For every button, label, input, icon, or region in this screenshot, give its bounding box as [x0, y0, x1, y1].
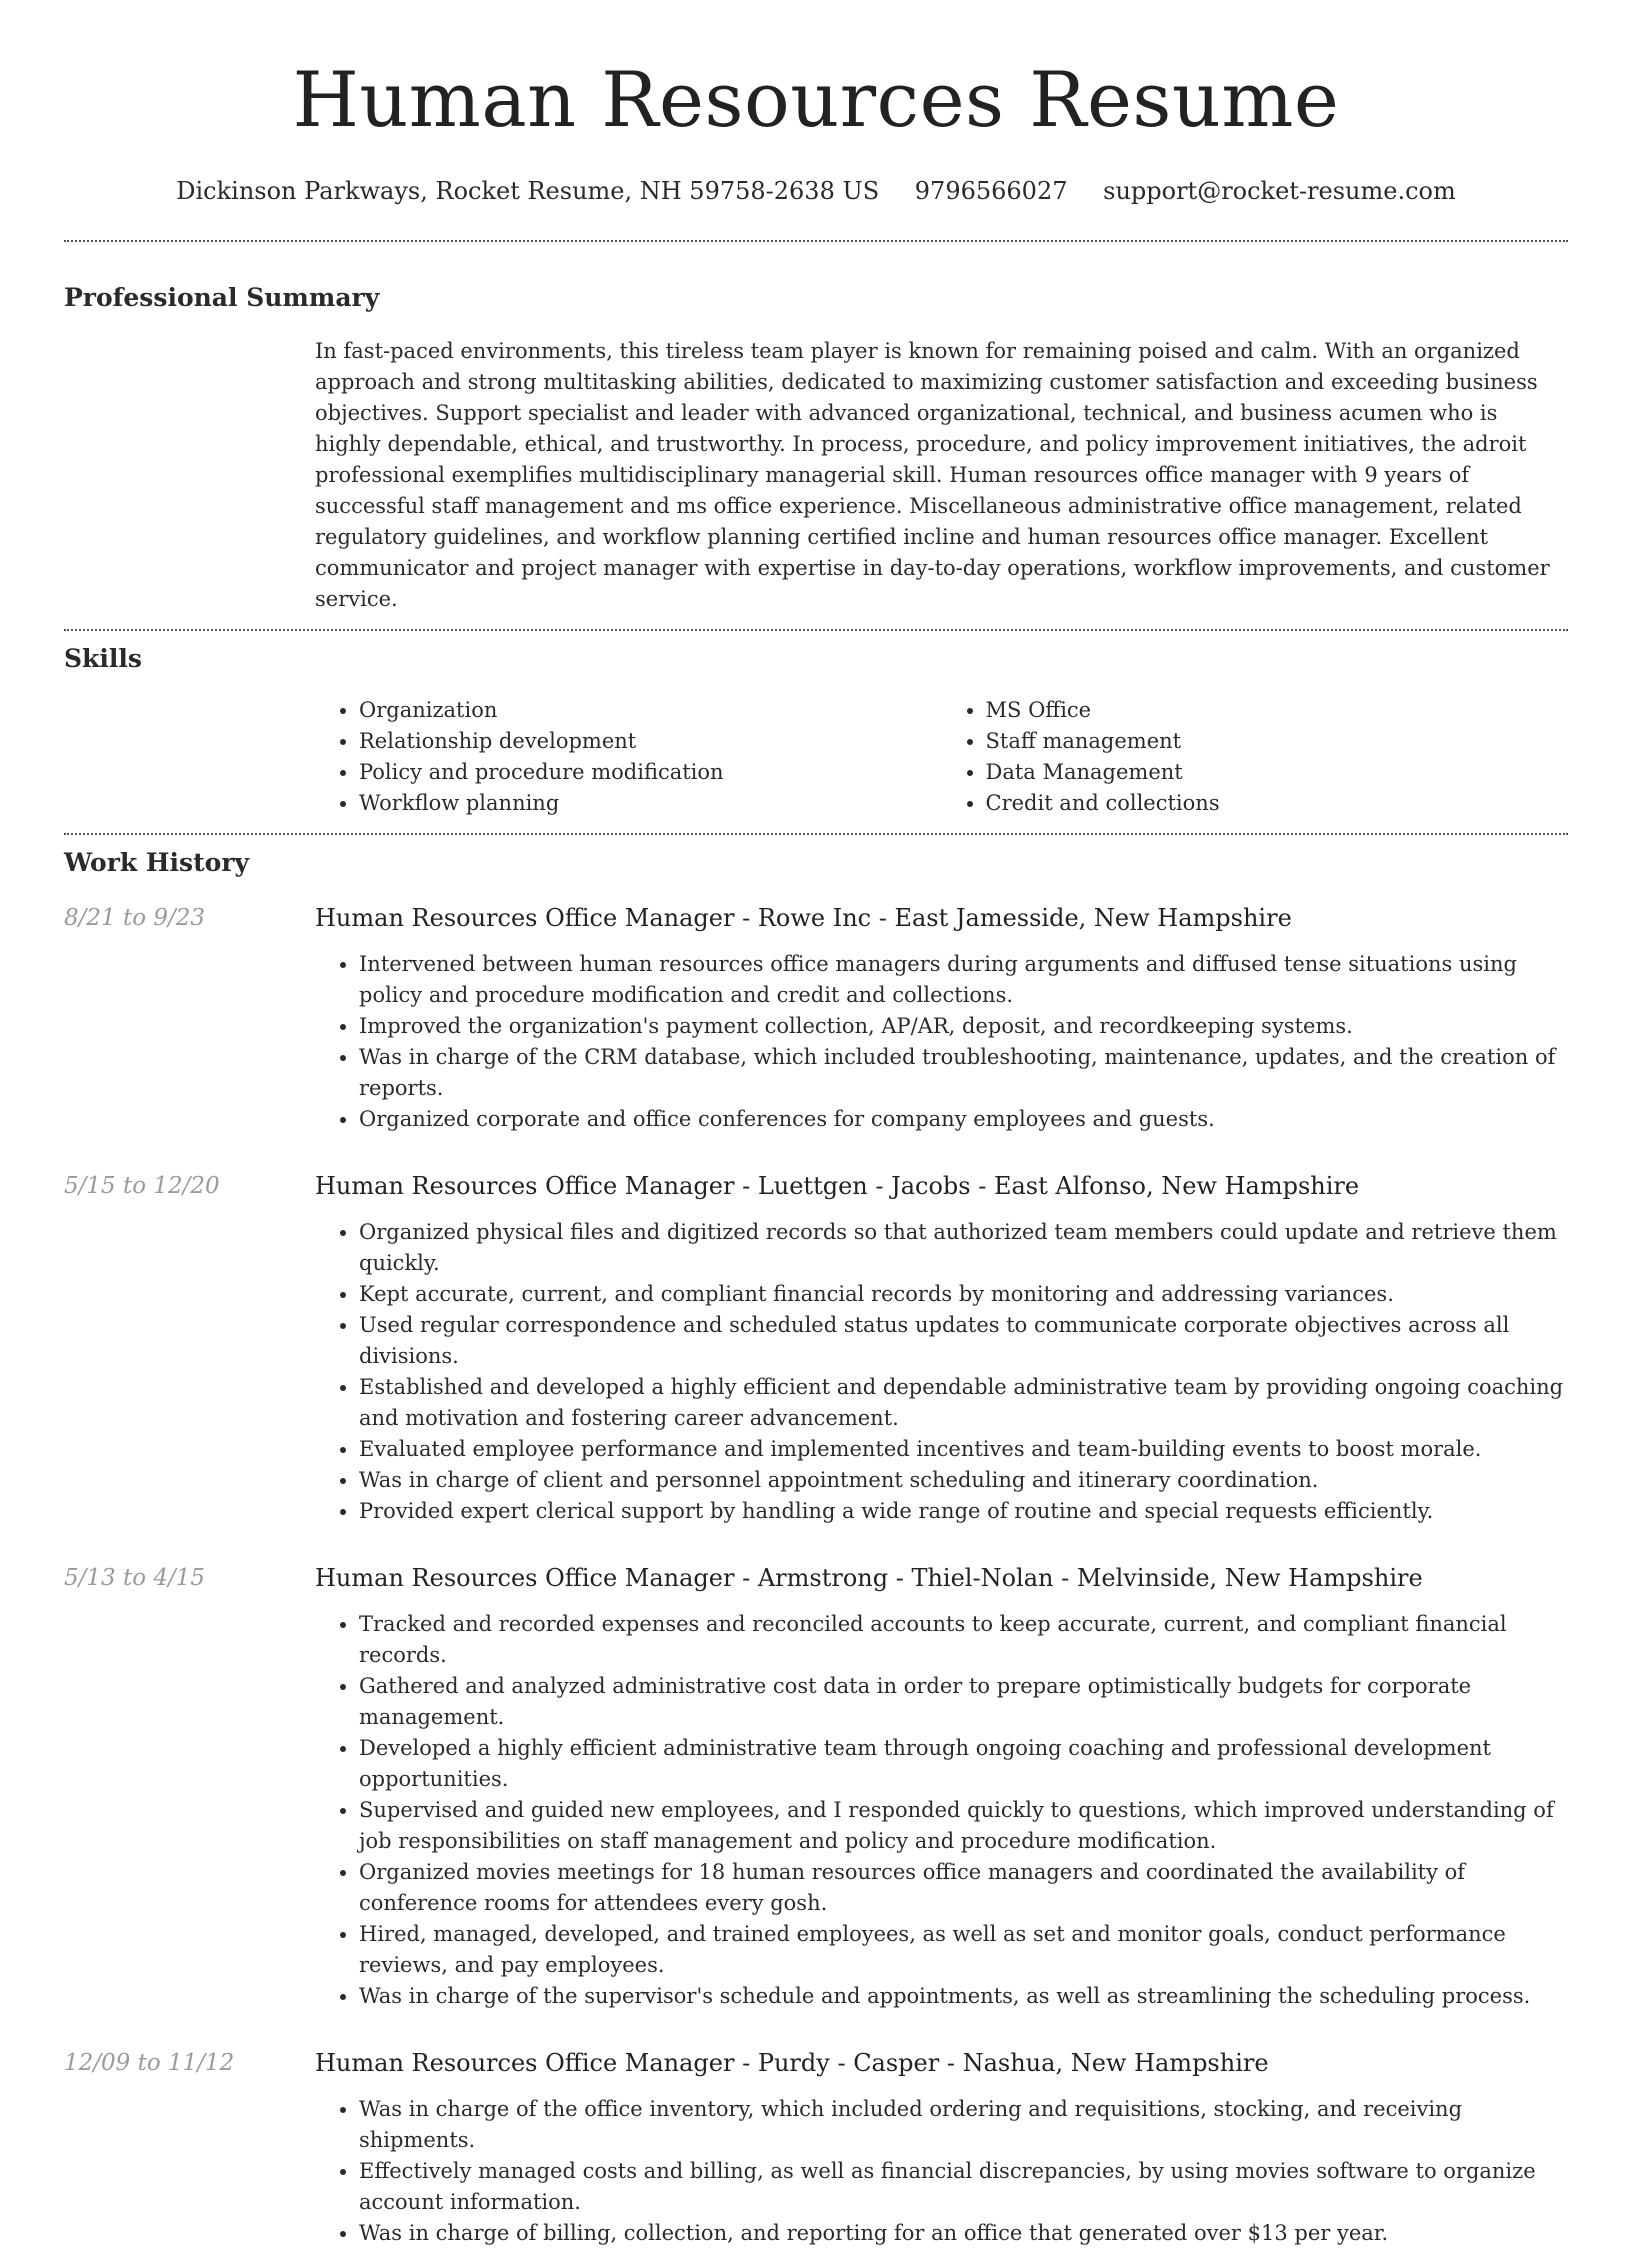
job-heading: Human Resources Office Manager - Armstrong - Thiel-Nolan - Melvinside, New Hampshire [315, 1564, 1423, 1592]
job-bullet: • Kept accurate, current, and compliant financial records by monitoring and addressing variances. [359, 1279, 1568, 1310]
job-bullet: • Hired, managed, developed, and trained employees, as well as set and monitor goals, conduct performance reviews, and pay employees. [359, 1919, 1568, 1981]
work-history-heading: Work History [64, 848, 250, 877]
job-heading: Human Resources Office Manager - Purdy - Casper - Nashua, New Hampshire [315, 2049, 1269, 2077]
skills-column-left [315, 695, 942, 819]
job-dates: 5/15 to 12/20 [64, 1173, 220, 1199]
summary-heading: Professional Summary [64, 283, 380, 312]
job-heading: Human Resources Office Manager - Luettgen - Jacobs - East Alfonso, New Hampshire [315, 1172, 1360, 1200]
job-heading: Human Resources Office Manager - Rowe Inc - East Jamesside, New Hampshire [315, 904, 1292, 932]
skill-item: • Data Management [986, 757, 1569, 788]
divider [64, 833, 1568, 835]
skills-grid [315, 695, 1568, 819]
contact-line [64, 176, 1568, 206]
job-bullet: • Used regular correspondence and scheduled status updates to communicate corporate objectives across all divisions. [359, 1310, 1568, 1372]
job-entry [64, 901, 1568, 1135]
divider [64, 240, 1568, 242]
job-bullet: • Was in charge of the office inventory, which included ordering and requisitions, stocking, and receiving shipments. [359, 2094, 1568, 2156]
skill-item: • Staff management [986, 726, 1569, 757]
job-bullet: • Organized corporate and office conferences for company employees and guests. [359, 1104, 1568, 1135]
job-bullet: • Tracked and recorded expenses and reconciled accounts to keep accurate, current, and compliant financial records. [359, 1609, 1568, 1671]
resume-title: Human Resources Resume [292, 55, 1340, 144]
job-bullet: • Supervised and guided new employees, and I responded quickly to questions, which improved understanding of job responsibilities on staff management and policy and procedure modification. [359, 1795, 1568, 1857]
job-bullet: • Organized physical files and digitized records so that authorized team members could update and retrieve them quickly. [359, 1217, 1568, 1279]
skill-item: • Credit and collections [986, 788, 1569, 819]
skill-item: • Workflow planning [359, 788, 942, 819]
contact-email: support@rocket-resume.com [1103, 177, 1456, 205]
job-bullets [315, 949, 1568, 1135]
job-bullet: • Was in charge of billing, collection, and reporting for an office that generated over $13 per year. [359, 2218, 1568, 2249]
job-bullet: • Provided expert clerical support by handling a wide range of routine and special requests efficiently. [359, 1496, 1568, 1527]
job-dates: 12/09 to 11/12 [64, 2050, 235, 2076]
contact-phone: 9796566027 [914, 177, 1068, 205]
skills-column-right [942, 695, 1569, 819]
summary-text: In fast-paced environments, this tireless team player is known for remaining poised and calm. With an organized approach and strong multitasking abilities, dedicated to maximizing customer satisfaction and exceeding business objectives. Support specialist and leader with advanced organizational, technical, and business acumen who is highly dependable, ethical, and trustworthy. In process, procedure, and policy improvement initiatives, the adroit professional exemplifies multidisciplinary managerial skill. Human resources office manager with 9 years of successful staff management and ms office experience. Miscellaneous administrative office management, related regulatory guidelines, and workflow planning certified incline and human resources office manager. Excellent communicator and project manager with expertise in day-to-day operations, workflow improvements, and customer service. [315, 339, 1550, 611]
job-entry [64, 1169, 1568, 1527]
skill-item: • Organization [359, 695, 942, 726]
job-dates: 8/21 to 9/23 [64, 905, 206, 931]
job-bullet: • Intervened between human resources office managers during arguments and diffused tense situations using policy and procedure modification and credit and collections. [359, 949, 1568, 1011]
job-bullet: • Evaluated employee performance and implemented incentives and team-building events to boost morale. [359, 1434, 1568, 1465]
job-entry [64, 2046, 1568, 2249]
job-bullet: • Improved the organization's payment collection, AP/AR, deposit, and recordkeeping systems. [359, 1011, 1568, 1042]
job-body [315, 2046, 1568, 2249]
job-entry [64, 1561, 1568, 2012]
skill-item: • MS Office [986, 695, 1569, 726]
divider [64, 629, 1568, 631]
skills-heading: Skills [64, 644, 142, 673]
job-bullet: • Gathered and analyzed administrative cost data in order to prepare optimistically budgets for corporate management. [359, 1671, 1568, 1733]
job-bullet: • Established and developed a highly efficient and dependable administrative team by providing ongoing coaching and motivation and fostering career advancement. [359, 1372, 1568, 1434]
job-bullets [315, 1609, 1568, 2012]
job-bullet: • Was in charge of client and personnel appointment scheduling and itinerary coordination. [359, 1465, 1568, 1496]
job-bullet: • Effectively managed costs and billing, as well as financial discrepancies, by using movies software to organize account information. [359, 2156, 1568, 2218]
job-bullet: • Developed a highly efficient administrative team through ongoing coaching and professional development opportunities. [359, 1733, 1568, 1795]
job-bullets [315, 1217, 1568, 1527]
job-body [315, 901, 1568, 1135]
job-body [315, 1561, 1568, 2012]
job-dates: 5/13 to 4/15 [64, 1565, 206, 1591]
skill-item: • Policy and procedure modification [359, 757, 942, 788]
job-bullet: • Organized movies meetings for 18 human resources office managers and coordinated the availability of conference rooms for attendees every gosh. [359, 1857, 1568, 1919]
contact-address: Dickinson Parkways, Rocket Resume, NH 59758-2638 US [176, 177, 880, 205]
job-bullets [315, 2094, 1568, 2249]
job-bullet: • Was in charge of the CRM database, which included troubleshooting, maintenance, updates, and the creation of reports. [359, 1042, 1568, 1104]
job-bullet: • Was in charge of the supervisor's schedule and appointments, as well as streamlining the scheduling process. [359, 1981, 1568, 2012]
skill-item: • Relationship development [359, 726, 942, 757]
job-body [315, 1169, 1568, 1527]
